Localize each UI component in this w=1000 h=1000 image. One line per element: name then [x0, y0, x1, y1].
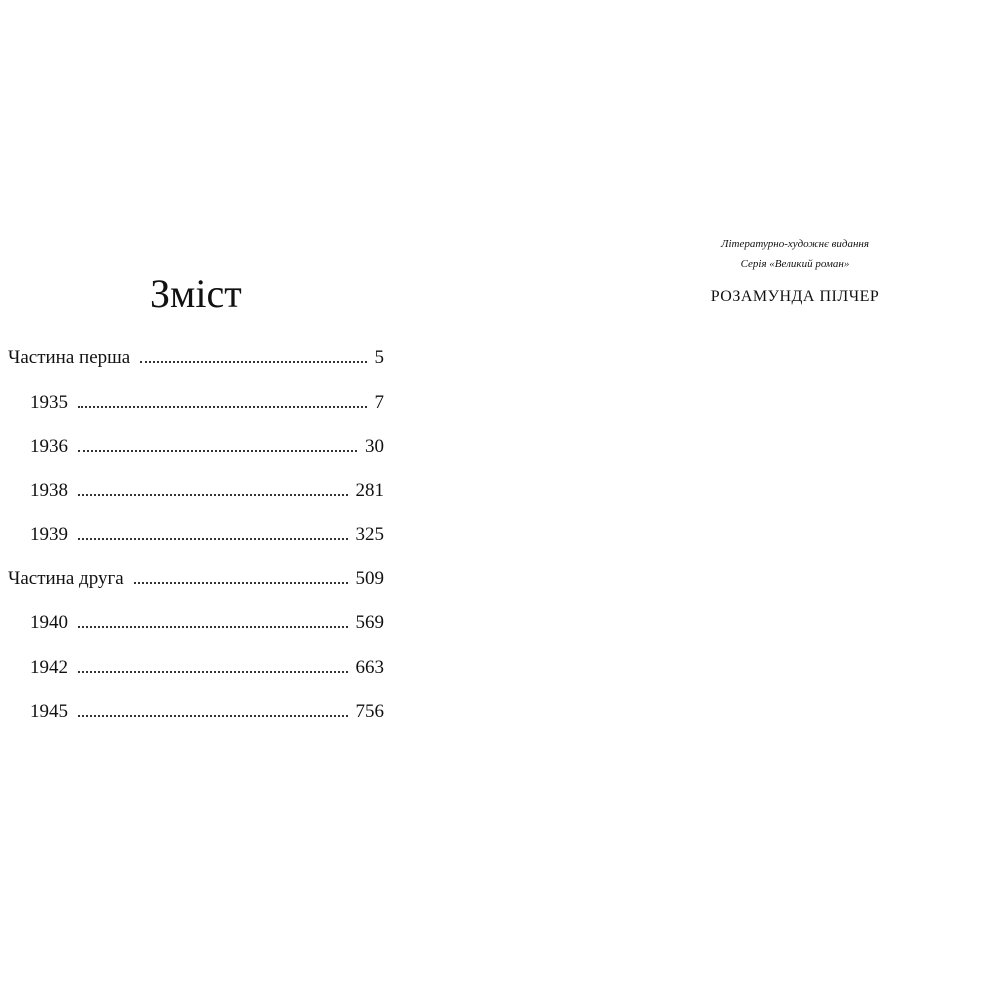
toc-page-number: 5	[374, 347, 384, 368]
toc-title: Зміст	[150, 271, 242, 316]
toc-dot-leader	[78, 406, 367, 408]
toc-page-number: 7	[374, 392, 384, 413]
toc-row	[30, 524, 384, 550]
toc-dot-leader	[134, 582, 348, 584]
toc-dot-leader	[140, 361, 366, 363]
toc-dot-leader	[78, 450, 357, 452]
toc-page-number: 509	[355, 568, 384, 589]
toc-label: 1945	[30, 701, 68, 722]
toc-label: Частина друга	[8, 568, 124, 589]
series: Серія «Великий роман»	[740, 258, 850, 270]
toc-page-number: 281	[355, 480, 384, 501]
imprint	[560, 0, 1000, 1000]
toc-row	[8, 568, 384, 594]
toc-row	[30, 612, 384, 638]
toc-label: 1942	[30, 657, 68, 678]
toc-row	[30, 480, 384, 506]
toc-row	[8, 347, 384, 373]
toc-dot-leader	[78, 715, 348, 717]
toc-page-number: 30	[365, 436, 384, 457]
toc-page-number: 663	[355, 657, 384, 678]
toc-label: 1939	[30, 524, 68, 545]
author: РОЗАМУНДА ПІЛЧЕР	[710, 288, 880, 305]
toc-dot-leader	[78, 494, 348, 496]
toc-row	[30, 392, 384, 418]
toc-dot-leader	[78, 538, 348, 540]
toc-page-number: 756	[355, 701, 384, 722]
toc-label: Частина перша	[8, 347, 131, 368]
toc-row	[30, 436, 384, 462]
toc-page-number: 569	[355, 612, 384, 633]
toc-page-number: 325	[355, 524, 384, 545]
toc-label: 1935	[30, 392, 68, 413]
toc-dot-leader	[78, 671, 348, 673]
edition-type: Літературно-художнє видання	[721, 238, 869, 250]
toc-label: 1938	[30, 480, 68, 501]
toc-row	[30, 701, 384, 727]
toc-label: 1936	[30, 436, 68, 457]
toc-dot-leader	[78, 626, 348, 628]
toc-label: 1940	[30, 612, 68, 633]
toc-row	[30, 657, 384, 683]
